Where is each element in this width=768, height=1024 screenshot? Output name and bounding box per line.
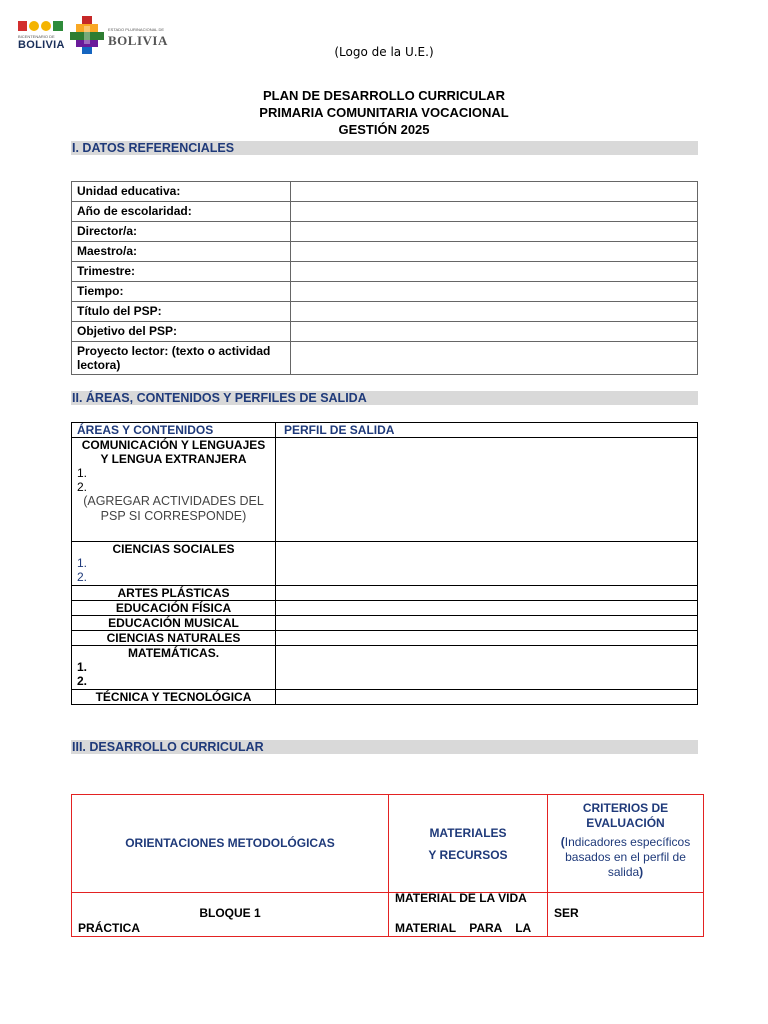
criterios-note bbox=[553, 835, 698, 880]
column-header-materiales bbox=[389, 795, 548, 893]
area-fisica-title: EDUCACIÓN FÍSICA bbox=[72, 601, 276, 616]
title-line-3: GESTIÓN 2025 bbox=[338, 122, 430, 137]
value-cell[interactable] bbox=[291, 342, 698, 375]
perfil-cell[interactable] bbox=[276, 601, 698, 616]
bicentenario-sub: BICENTENARIO DE bbox=[18, 34, 55, 39]
column-header-orientaciones bbox=[72, 795, 389, 893]
area-comunicacion-title: COMUNICACIÓN Y LENGUAJES Y LENGUA EXTRANJERA bbox=[81, 438, 266, 466]
bicentenario-main: BOLIVIA bbox=[18, 39, 65, 51]
agregar-note: (AGREGAR ACTIVIDADES DEL PSP SI CORRESPONDE) bbox=[83, 494, 264, 523]
perfil-cell[interactable] bbox=[276, 438, 698, 542]
column-header-areas: ÁREAS Y CONTENIDOS bbox=[72, 423, 276, 438]
perfil-cell[interactable] bbox=[276, 586, 698, 601]
area-artes-title: ARTES PLÁSTICAS bbox=[72, 586, 276, 601]
section-2-heading: II. ÁREAS, CONTENIDOS Y PERFILES DE SALIDA bbox=[71, 391, 698, 405]
areas-perfil-table bbox=[71, 422, 698, 705]
value-cell[interactable] bbox=[291, 282, 698, 302]
criterios-note-text: Indicadores específicos basados en el perfil de salida bbox=[564, 835, 691, 879]
table-header-row bbox=[72, 795, 704, 893]
value-cell[interactable] bbox=[291, 222, 698, 242]
table-row bbox=[72, 302, 698, 322]
row-label: Año de escolaridad: bbox=[72, 202, 291, 222]
row-label: Trimestre: bbox=[72, 262, 291, 282]
estado-sub: ESTADO PLURINACIONAL DE bbox=[108, 27, 165, 32]
row-label: Unidad educativa: bbox=[72, 182, 291, 202]
column-header-criterios bbox=[548, 795, 704, 893]
row-label: Proyecto lector: (texto o actividad lectora) bbox=[72, 342, 291, 375]
table-row bbox=[72, 342, 698, 375]
material-vida-text: MATERIAL DE LA VIDA bbox=[395, 891, 527, 905]
material-para-text: MATERIAL PARA LA bbox=[395, 921, 532, 935]
area-musical-title: EDUCACIÓN MUSICAL bbox=[72, 616, 276, 631]
desarrollo-curricular-table bbox=[71, 794, 704, 937]
row-label: Director/a: bbox=[72, 222, 291, 242]
table-row bbox=[72, 893, 704, 937]
content-item-1: 1. bbox=[77, 556, 88, 570]
table-row bbox=[72, 616, 698, 631]
datos-referenciales-table bbox=[71, 181, 698, 375]
column-header-perfil: PERFIL DE SALIDA bbox=[276, 423, 698, 438]
title-line-1: PLAN DE DESARROLLO CURRICULAR bbox=[263, 88, 505, 103]
area-naturales-title: CIENCIAS NATURALES bbox=[72, 631, 276, 646]
table-row bbox=[72, 322, 698, 342]
table-row bbox=[72, 631, 698, 646]
content-item-2: 2. bbox=[77, 570, 88, 584]
bloque-label: BLOQUE 1 bbox=[199, 906, 261, 920]
table-row bbox=[72, 542, 698, 586]
value-cell[interactable] bbox=[291, 262, 698, 282]
perfil-cell[interactable] bbox=[276, 542, 698, 586]
content-item-1: 1. bbox=[77, 660, 88, 674]
value-cell[interactable] bbox=[291, 322, 698, 342]
area-matematicas-cell bbox=[72, 646, 276, 690]
table-header-row bbox=[72, 423, 698, 438]
bicentenario-emblem-icon bbox=[18, 20, 66, 34]
criterios-close-paren: ) bbox=[639, 865, 644, 879]
materiales-cell[interactable] bbox=[389, 893, 548, 937]
row-label: Título del PSP: bbox=[72, 302, 291, 322]
materiales-label-2: Y RECURSOS bbox=[428, 847, 508, 862]
ser-label: SER bbox=[554, 906, 579, 920]
table-row bbox=[72, 182, 698, 202]
orientaciones-label: ORIENTACIONES METODOLÓGICAS bbox=[125, 836, 335, 850]
row-label: Objetivo del PSP: bbox=[72, 322, 291, 342]
document-title bbox=[0, 87, 768, 138]
table-row bbox=[72, 222, 698, 242]
table-row bbox=[72, 202, 698, 222]
title-line-2: PRIMARIA COMUNITARIA VOCACIONAL bbox=[259, 105, 509, 120]
logo-placeholder-text: (Logo de la U.E.) bbox=[334, 45, 434, 59]
row-label: Maestro/a: bbox=[72, 242, 291, 262]
table-row bbox=[72, 242, 698, 262]
area-matematicas-title: MATEMÁTICAS. bbox=[127, 646, 220, 660]
criterios-cell[interactable] bbox=[548, 893, 704, 937]
value-cell[interactable] bbox=[291, 242, 698, 262]
table-row bbox=[72, 601, 698, 616]
content-item-2: 2. bbox=[77, 480, 88, 494]
section-1-heading: I. DATOS REFERENCIALES bbox=[71, 141, 698, 155]
row-label: Tiempo: bbox=[72, 282, 291, 302]
perfil-cell[interactable] bbox=[276, 616, 698, 631]
orientaciones-cell[interactable] bbox=[72, 893, 389, 937]
table-row bbox=[72, 262, 698, 282]
criterios-label: CRITERIOS DE EVALUACIÓN bbox=[582, 801, 669, 830]
value-cell[interactable] bbox=[291, 182, 698, 202]
table-row bbox=[72, 438, 698, 542]
content-item-2: 2. bbox=[77, 674, 88, 688]
practica-label: PRÁCTICA bbox=[78, 921, 140, 935]
area-comunicacion-cell bbox=[72, 438, 276, 542]
table-row bbox=[72, 690, 698, 705]
value-cell[interactable] bbox=[291, 202, 698, 222]
area-sociales-cell bbox=[72, 542, 276, 586]
area-sociales-title: CIENCIAS SOCIALES bbox=[112, 542, 235, 556]
section-3-heading: III. DESARROLLO CURRICULAR bbox=[71, 740, 698, 754]
table-row bbox=[72, 282, 698, 302]
estado-main: BOLIVIA bbox=[108, 33, 168, 48]
table-row bbox=[72, 586, 698, 601]
perfil-cell[interactable] bbox=[276, 631, 698, 646]
value-cell[interactable] bbox=[291, 302, 698, 322]
perfil-cell[interactable] bbox=[276, 690, 698, 705]
criterios-open-paren: ( bbox=[560, 835, 565, 849]
materiales-label-1: MATERIALES bbox=[429, 825, 507, 840]
table-row bbox=[72, 646, 698, 690]
area-tecnica-title: TÉCNICA Y TECNOLÓGICA bbox=[72, 690, 276, 705]
perfil-cell[interactable] bbox=[276, 646, 698, 690]
content-item-1: 1. bbox=[77, 466, 88, 480]
